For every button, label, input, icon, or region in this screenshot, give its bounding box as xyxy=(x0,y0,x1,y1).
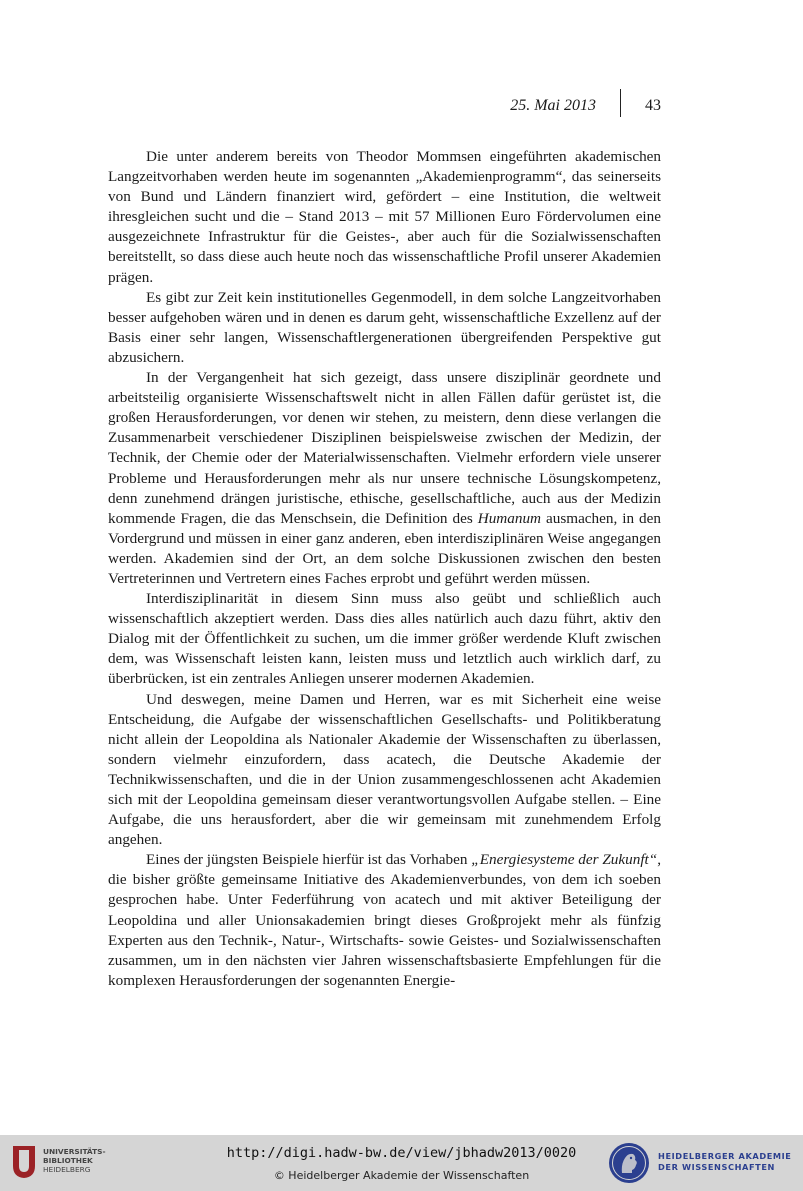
paragraph xyxy=(108,589,661,689)
page-number: 43 xyxy=(645,97,661,114)
text-run: Und deswegen, meine Damen und Herren, war es mit Sicherheit eine weise Entscheidung, die Aufgabe der wissenschaftlichen Gesellschafts- und Politikberatung nicht allein der Leopoldina als Nationaler Akademie der Wissenschaften zu überlassen, sondern vielmehr einzufordern, dass acatech, die Deutsche Akademie der Technikwissenschaften, und die in der Union zusammengeschlossenen acht Akademien sich mit der Leopoldina gemeinsam dieser verantwortungsvollen Aufgabe stellen. – Eine Aufgabe, die uns herausfordert, aber die wir gemeinsam mit zunehmendem Erfolg angehen. xyxy=(108,690,661,849)
paragraph xyxy=(108,368,661,589)
academy-seal-icon xyxy=(608,1142,650,1184)
paragraph xyxy=(108,147,661,288)
text-run: , die bisher größte gemeinsame Initiative des Akademienverbundes, von dem ich soeben gesprochen habe. Unter Federführung von acatech und mit aktiver Beteiligung der Leopoldina und aller Unionsakademien bringt dieses Großprojekt mehr als fünfzig Experten aus den Technik-, Natur-, Wirtschafts- sowie Geistes- und Sozialwissenschaften zusammen, um in den nächsten vier Jahren wissenschaftsbasierte Empfehlungen für die komplexen Herausforderungen der sogenannten Energie- xyxy=(108,851,661,989)
text-run: In der Vergangenheit hat sich gezeigt, dass unsere disziplinär geordnete und arbeitsteilig organisierte Wissenschaftswelt nicht in allen Fällen dafür gerüstet ist, die großen Herausforderungen, vor denen wir stehen, zu meistern, denn diese verlangen die Zusammenarbeit verschiedener Disziplinen beispielsweise zwischen der Medizin, der Technik, der Chemie oder der Materialwissenschaften. Vielmehr erfordern viele unserer Probleme und Herausforderungen mehr als nur unsere technische Lösungskompetenz, denn zunehmend drängen juristische, ethische, gesellschaftliche, auch aus der Medizin kommende Fragen, die das Menschsein, die Definition des xyxy=(108,369,661,527)
body-text xyxy=(108,147,661,991)
paragraph xyxy=(108,850,661,991)
running-head xyxy=(0,97,803,117)
paragraph xyxy=(108,288,661,368)
running-head-date: 25. Mai 2013 xyxy=(510,97,596,114)
footer-bar xyxy=(0,1135,803,1191)
running-head-divider xyxy=(620,89,621,117)
text-run: ausmachen, in den Vordergrund und müssen in einer ganz anderen, eben interdisziplinären Weise angegangen werden. Akademien sind der Ort, an dem solche Diskussionen zwischen den besten Vertreterinnen und Vertretern eines Faches erprobt und geführt werden müssen. xyxy=(108,509,661,587)
academy-logo-text: HEIDELBERGER AKADEMIE DER WISSENSCHAFTEN xyxy=(658,1151,792,1172)
footer-url-link[interactable]: http://digi.hadw-bw.de/view/jbhadw2013/0020 xyxy=(226,1145,577,1161)
university-library-logo-text: UNIVERSITÄTS- BIBLIOTHEK HEIDELBERG xyxy=(43,1147,106,1174)
footer-copyright: © Heidelberger Akademie der Wissenschaften xyxy=(273,1169,530,1182)
text-run: Interdisziplinarität in diesem Sinn muss also geübt und schließlich auch wissenschaftlich akzeptiert werden. Dass dies alles natürlich auch dazu führt, aktiv den Dialog mit der Öffentlichkeit zu suchen, um die immer größer werdende Kluft zwischen dem, was Wissenschaft leisten kann, leisten muss und letztlich auch wirklich darf, zu überbrücken, ist ein zentrales Anliegen unserer modernen Akademien. xyxy=(108,590,661,688)
academy-logo[interactable] xyxy=(608,1142,793,1184)
italic-text: Humanum xyxy=(477,509,542,527)
paragraph xyxy=(108,690,661,851)
italic-text: „Energiesysteme der Zukunft“ xyxy=(471,851,658,869)
text-run: Eines der jüngsten Beispiele hierfür ist das Vorhaben xyxy=(146,851,472,869)
text-run: Es gibt zur Zeit kein institutionelles Gegenmodell, in dem solche Langzeitvorhaben besser aufgehoben wären und in denen es darum geht, wissenschaftliche Exzellenz auf der Basis einer sehr langen, Wissenschaftlergenerationen übergreifenden Perspektive gut abzusichern. xyxy=(108,288,661,366)
text-run: Die unter anderem bereits von Theodor Mommsen eingeführten akademischen Langzeitvorhaben werden heute im sogenannten „Akademienprogramm“, das seinerseits von Bund und Ländern finanziert wird, gefördert – eine Institution, die weltweit ihresgleichen sucht und die – Stand 2013 – mit 57 Millionen Euro Fördervolumen eine ausgezeichnete Infrastruktur für die Geistes-, aber auch für die Sozialwissenschaften bereitstellt, so dass diese auch heute noch das wissenschaftliche Profil unserer Akademien prägen. xyxy=(108,148,661,286)
